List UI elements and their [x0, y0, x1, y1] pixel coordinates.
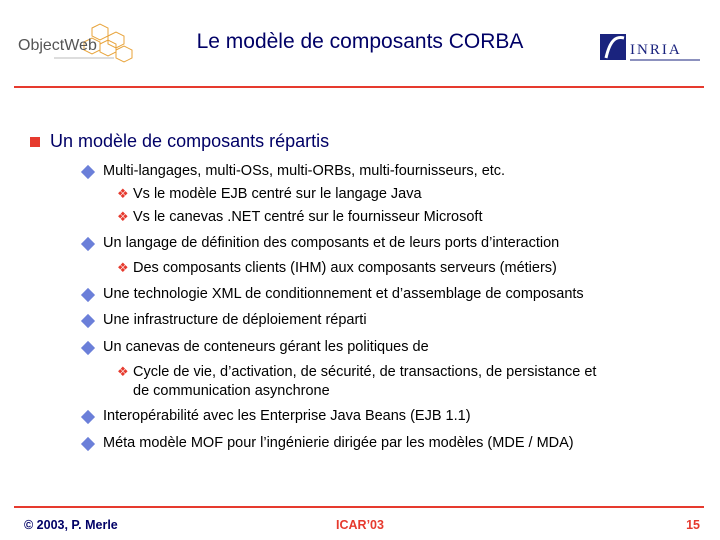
list-item-continuation: de communication asynchrone [133, 383, 330, 399]
bullet-star-icon: ❖ [117, 364, 129, 379]
list-item: Vs le modèle EJB centré sur le langage Java [133, 186, 422, 202]
list-item: Vs le canevas .NET centré sur le fournisseur Microsoft [133, 209, 483, 225]
bullet-star-icon: ❖ [117, 209, 129, 224]
bullet-diamond-icon [81, 288, 95, 302]
list-item: Cycle de vie, d’activation, de sécurité, de transactions, de persistance et [133, 364, 597, 380]
bullet-diamond-icon [81, 165, 95, 179]
objectweb-logo-text: ObjectWeb [18, 37, 97, 54]
list-item: Des composants clients (IHM) aux composants serveurs (métiers) [133, 260, 557, 276]
list-item: Interopérabilité avec les Enterprise Java Beans (EJB 1.1) [103, 408, 471, 424]
bullet-star-icon: ❖ [117, 186, 129, 201]
list-item: Multi-langages, multi-OSs, multi-ORBs, multi-fournisseurs, etc. [103, 163, 506, 179]
footer-copyright: © 2003, P. Merle [24, 518, 118, 532]
list-item: Une infrastructure de déploiement réparti [103, 312, 367, 328]
inria-logo-text: INRIA [630, 42, 682, 58]
bullet-square-icon [30, 137, 40, 147]
bullet-diamond-icon [81, 314, 95, 328]
bullet-diamond-icon [81, 410, 95, 424]
bullet-diamond-icon [81, 237, 95, 251]
list-item: Un langage de définition des composants et de leurs ports d’interaction [103, 235, 560, 251]
page-number: 15 [686, 518, 700, 532]
list-item: Un canevas de conteneurs gérant les politiques de [103, 339, 429, 355]
bullet-diamond-icon [81, 437, 95, 451]
list-item: Méta modèle MOF pour l’ingénierie dirigée par les modèles (MDE / MDA) [103, 435, 574, 451]
section-heading: Un modèle de composants répartis [50, 131, 330, 151]
footer-rule [14, 506, 704, 508]
slide-title: Le modèle de composants CORBA [196, 30, 524, 53]
bullet-star-icon: ❖ [117, 260, 129, 275]
list-item: Une technologie XML de conditionnement et d’assemblage de composants [103, 286, 584, 302]
bullet-diamond-icon [81, 341, 95, 355]
footer-event: ICAR’03 [336, 518, 384, 532]
